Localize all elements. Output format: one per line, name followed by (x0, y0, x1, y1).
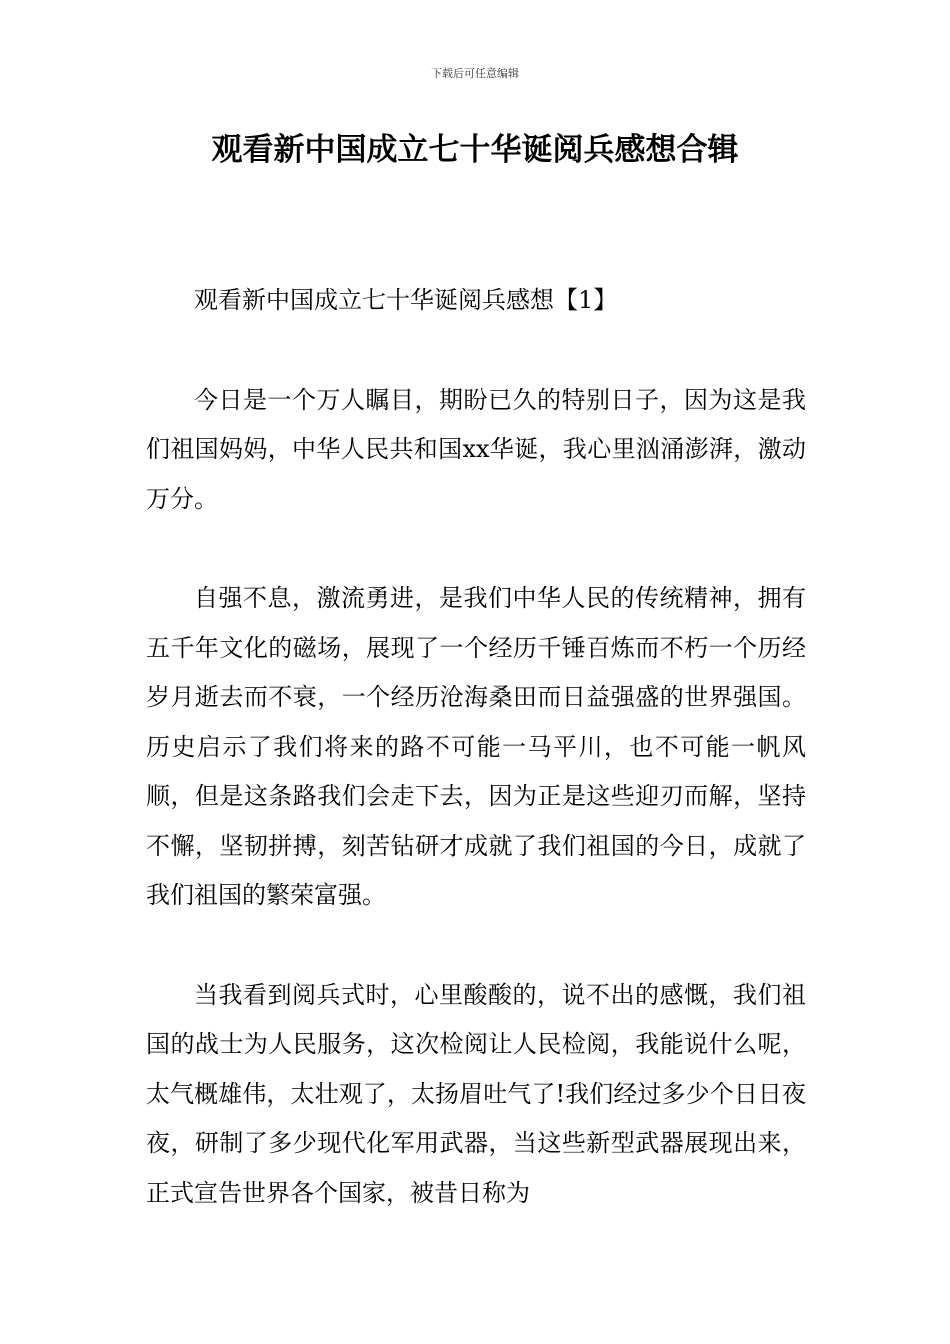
document-title: 观看新中国成立七十华诞阅兵感想合辑 (211, 132, 739, 168)
paragraph-2: 自强不息，激流勇进，是我们中华人民的传统精神，拥有五千年文化的磁场，展现了一个经历千锤百炼而不朽一个历经岁月逝去而不衰，一个经历沧海桑田而日益强盛的世界强国。历史启示了我们将来的路不可能一马平川，也不可能一帆风顺，但是这条路我们会走下去，因为正是这些迎刃而解，坚持不懈，坚韧拼搏，刻苦钻研才成就了我们祖国的今日，成就了我们祖国的繁荣富强。 (146, 584, 806, 909)
paragraph-3: 当我看到阅兵式时，心里酸酸的，说不出的感慨，我们祖国的战士为人民服务，这次检阅让人民检阅，我能说什么呢，太气概雄伟，太壮观了，太扬眉吐气了!我们经过多少个日日夜夜，研制了多少现代化军用武器，当这些新型武器展现出来，正式宣告世界各个国家，被昔日称为 (146, 980, 806, 1207)
section-heading: 观看新中国成立七十华诞阅兵感想【1】 (194, 286, 618, 314)
document-body (146, 276, 806, 1268)
paragraph-1: 今日是一个万人瞩目，期盼已久的特别日子，因为这是我们祖国妈妈，中华人民共和国xx华诞，我心里汹涌澎湃，激动万分。 (146, 385, 806, 513)
header-note: 下载后可任意编辑 (431, 67, 519, 80)
